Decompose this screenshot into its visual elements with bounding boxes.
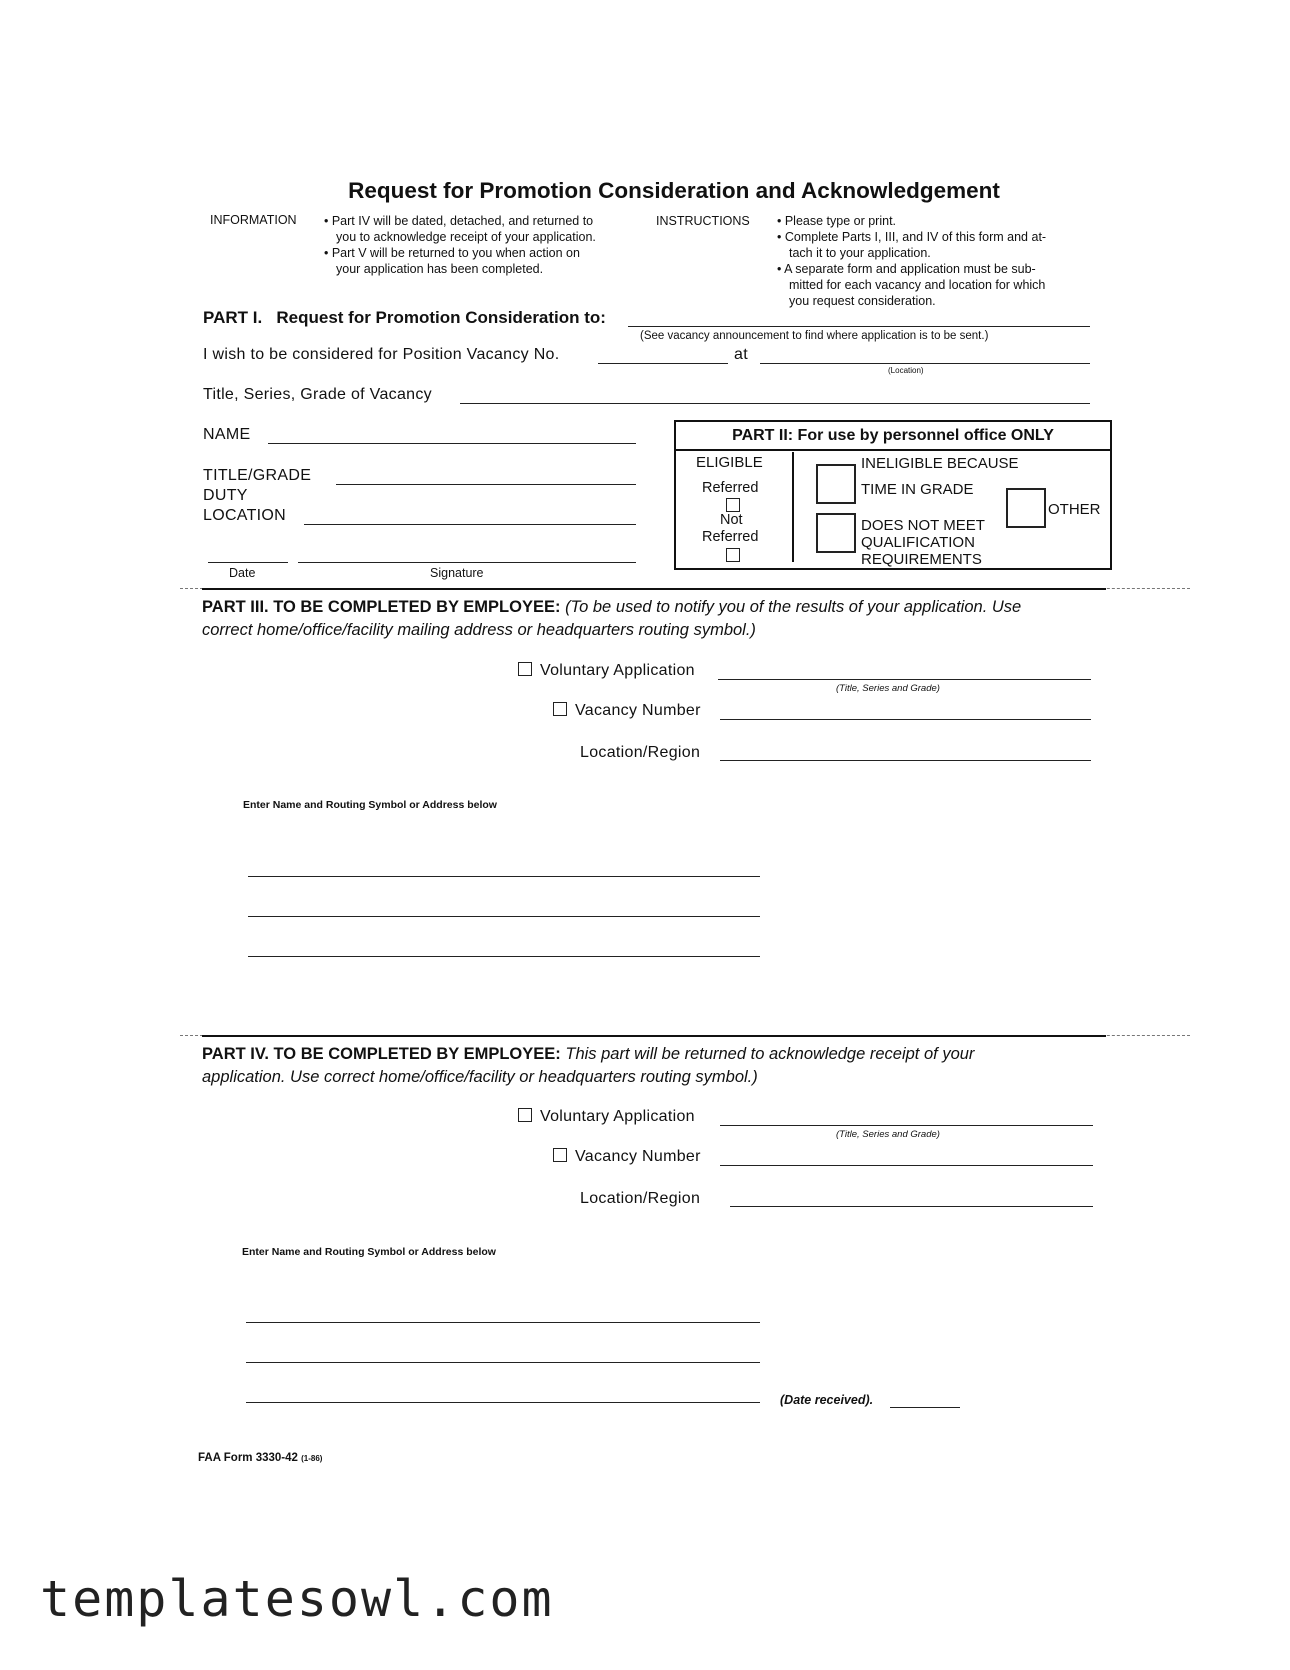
part4-voluntary-field[interactable] bbox=[720, 1125, 1093, 1126]
at-label: at bbox=[734, 346, 748, 363]
vacancy-number-field[interactable] bbox=[598, 363, 728, 364]
date-field[interactable] bbox=[208, 562, 288, 563]
part4-voluntary-option[interactable]: Voluntary Application bbox=[518, 1108, 695, 1126]
date-label: Date bbox=[229, 566, 256, 580]
part4-location-region-label: Location/Region bbox=[580, 1190, 701, 1207]
part3-location-region-label: Location/Region bbox=[580, 744, 701, 761]
vacancy-location-field[interactable] bbox=[760, 363, 1090, 364]
information-line-3: • Part V will be returned to you when action on bbox=[324, 246, 580, 260]
instructions-line-2: • Complete Parts I, III, and IV of this form and at- bbox=[777, 230, 1047, 244]
not-referred-label: Referred bbox=[702, 529, 759, 545]
vacancy-number-label: I wish to be considered for Position Vacancy No. bbox=[203, 346, 560, 363]
part3-vacancy-field[interactable] bbox=[720, 719, 1091, 720]
other-label: OTHER bbox=[1048, 501, 1101, 518]
part3-address-line-3[interactable] bbox=[248, 956, 760, 957]
title-series-grade-label: Title, Series, Grade of Vacancy bbox=[203, 386, 432, 403]
part3-voluntary-checkbox[interactable] bbox=[518, 662, 532, 676]
location-label: LOCATION bbox=[203, 507, 287, 524]
part3-title-note: (Title, Series and Grade) bbox=[836, 683, 940, 694]
requirements-label: REQUIREMENTS bbox=[861, 551, 982, 568]
instructions-line-6: you request consideration. bbox=[789, 294, 936, 308]
date-received-field[interactable] bbox=[890, 1407, 960, 1408]
part3-voluntary-option[interactable]: Voluntary Application bbox=[518, 662, 695, 680]
other-checkbox[interactable] bbox=[1006, 488, 1046, 528]
not-label: Not bbox=[720, 512, 743, 528]
title-grade-field[interactable] bbox=[336, 484, 636, 485]
separator-part3 bbox=[202, 588, 1106, 590]
date-received-label: (Date received). bbox=[780, 1393, 874, 1407]
signature-field[interactable] bbox=[298, 562, 636, 563]
part3-intro-2: correct home/office/facility mailing address or headquarters routing symbol.) bbox=[202, 621, 756, 639]
part4-intro-1: PART IV. TO BE COMPLETED BY EMPLOYEE: This part will be returned to acknowledge receipt of your bbox=[202, 1045, 975, 1063]
title-series-grade-field[interactable] bbox=[460, 403, 1090, 404]
title-grade-label: TITLE/GRADE bbox=[203, 467, 312, 484]
not-referred-checkbox[interactable] bbox=[726, 548, 740, 562]
part2-divider bbox=[792, 452, 794, 562]
send-note: (See vacancy announcement to find where application is to be sent.) bbox=[640, 330, 989, 342]
part2-heading: PART II: For use by personnel office ONLY bbox=[676, 422, 1110, 451]
instructions-line-1: • Please type or print. bbox=[777, 214, 897, 228]
information-line-4: your application has been completed. bbox=[336, 262, 544, 276]
part3-address-line-2[interactable] bbox=[248, 916, 760, 917]
part4-title-note: (Title, Series and Grade) bbox=[836, 1129, 940, 1140]
instructions-line-4: • A separate form and application must be sub- bbox=[777, 262, 1036, 276]
part1-heading: PART I. Request for Promotion Consideration to: bbox=[203, 308, 606, 327]
location-note: (Location) bbox=[888, 366, 924, 375]
part4-location-region-field[interactable] bbox=[730, 1206, 1093, 1207]
part4-address-line-1[interactable] bbox=[246, 1322, 760, 1323]
does-not-meet-checkbox[interactable] bbox=[816, 513, 856, 553]
form-number: FAA Form 3330-42 (1-86) bbox=[198, 1452, 323, 1464]
watermark-text: templatesowl.com bbox=[40, 1570, 554, 1628]
qualification-label: QUALIFICATION bbox=[861, 534, 975, 551]
part3-vacancy-checkbox[interactable] bbox=[553, 702, 567, 716]
eligible-label: ELIGIBLE bbox=[696, 454, 763, 471]
time-in-grade-checkbox[interactable] bbox=[816, 464, 856, 504]
part3-vacancy-option[interactable]: Vacancy Number bbox=[553, 702, 701, 720]
promotion-to-field[interactable] bbox=[628, 326, 1090, 327]
part4-vacancy-field[interactable] bbox=[720, 1165, 1093, 1166]
duty-label: DUTY bbox=[203, 487, 248, 504]
separator-part4 bbox=[202, 1035, 1106, 1037]
time-in-grade-label: TIME IN GRADE bbox=[861, 481, 974, 498]
information-line-2: you to acknowledge receipt of your application. bbox=[336, 230, 596, 244]
referred-checkbox[interactable] bbox=[726, 498, 740, 512]
information-line-1: • Part IV will be dated, detached, and returned to bbox=[324, 214, 594, 228]
part4-vacancy-option[interactable]: Vacancy Number bbox=[553, 1148, 701, 1166]
part3-intro-1: PART III. TO BE COMPLETED BY EMPLOYEE: (To be used to notify you of the results of your application. Use bbox=[202, 598, 1022, 616]
part4-enter-name-label: Enter Name and Routing Symbol or Address below bbox=[242, 1246, 496, 1258]
location-field[interactable] bbox=[304, 524, 636, 525]
part2-box bbox=[674, 420, 1112, 570]
part4-vacancy-checkbox[interactable] bbox=[553, 1148, 567, 1162]
part4-intro-2: application. Use correct home/office/facility or headquarters routing symbol.) bbox=[202, 1068, 758, 1086]
name-label: NAME bbox=[203, 426, 251, 443]
form-title: Request for Promotion Consideration and Acknowledgement bbox=[348, 178, 1000, 203]
part4-voluntary-checkbox[interactable] bbox=[518, 1108, 532, 1122]
instructions-line-5: mitted for each vacancy and location for which bbox=[789, 278, 1046, 292]
part4-address-line-3[interactable] bbox=[246, 1402, 760, 1403]
instructions-line-3: tach it to your application. bbox=[789, 246, 931, 260]
referred-label: Referred bbox=[702, 480, 759, 496]
information-label: INFORMATION bbox=[210, 213, 297, 227]
part3-location-region-field[interactable] bbox=[720, 760, 1091, 761]
part3-address-line-1[interactable] bbox=[248, 876, 760, 877]
ineligible-label: INELIGIBLE BECAUSE bbox=[861, 455, 1019, 472]
name-field[interactable] bbox=[268, 443, 636, 444]
part3-enter-name-label: Enter Name and Routing Symbol or Address below bbox=[243, 799, 497, 811]
part3-voluntary-field[interactable] bbox=[718, 679, 1091, 680]
part4-address-line-2[interactable] bbox=[246, 1362, 760, 1363]
instructions-label: INSTRUCTIONS bbox=[656, 214, 750, 228]
does-not-meet-label: DOES NOT MEET bbox=[861, 517, 985, 534]
signature-label: Signature bbox=[430, 566, 484, 580]
